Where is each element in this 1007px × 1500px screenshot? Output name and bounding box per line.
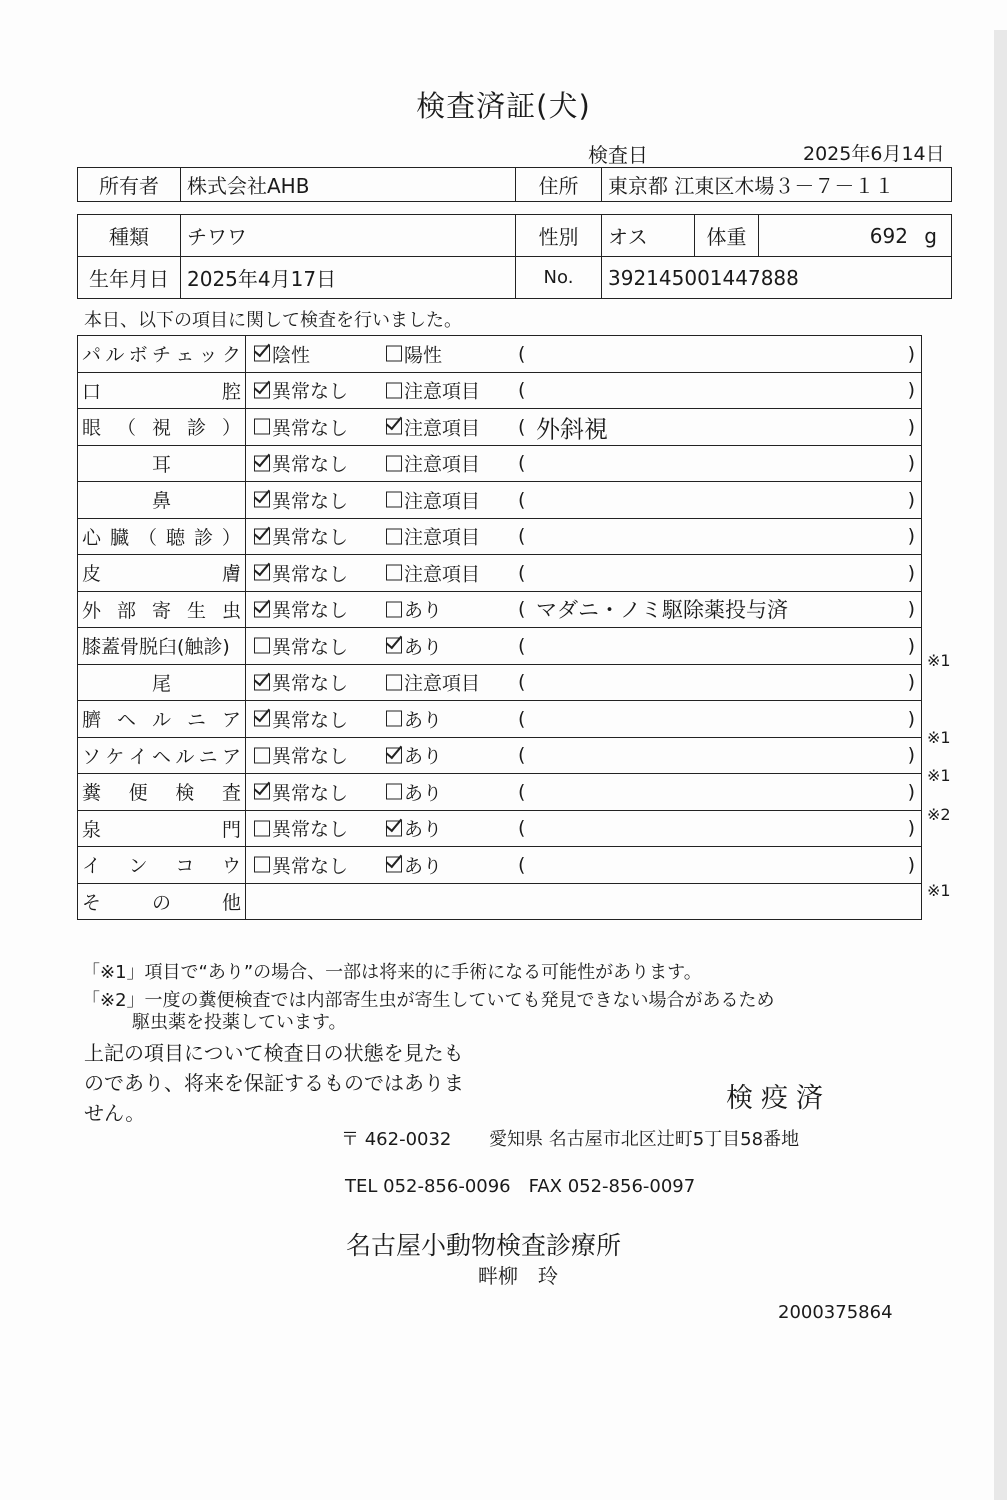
check-item-label: 外 部 寄 生 虫 <box>78 591 246 628</box>
check-row <box>78 664 922 701</box>
checkbox-icon[interactable] <box>386 346 402 362</box>
checked-box-icon[interactable] <box>254 346 270 362</box>
option-label: 異常なし <box>272 563 349 586</box>
check-result <box>246 847 922 884</box>
paren-open: ( <box>518 671 526 694</box>
paren-close: ) <box>907 415 915 438</box>
scan-edge <box>994 30 1007 1500</box>
result-option[interactable] <box>386 450 480 477</box>
option-label: 異常なし <box>272 745 349 768</box>
checkbox-icon[interactable] <box>254 419 270 435</box>
clinic-address: 愛知県 名古屋市北区辻町5丁目58番地 <box>489 1129 800 1150</box>
check-result <box>246 664 922 701</box>
option-label: 異常なし <box>272 818 349 841</box>
checked-box-icon[interactable] <box>386 747 402 763</box>
result-option[interactable] <box>386 778 442 805</box>
check-result <box>246 628 922 665</box>
result-option[interactable] <box>386 851 442 878</box>
result-option[interactable] <box>386 413 480 440</box>
paren-close: ) <box>907 488 915 511</box>
dob-label: 生年月日 <box>78 257 181 299</box>
check-result <box>246 518 922 555</box>
checkbox-icon[interactable] <box>386 492 402 508</box>
checked-box-icon[interactable] <box>254 492 270 508</box>
paren-close: ) <box>907 598 915 621</box>
check-item-label: 臍 ヘ ル ニ ア <box>78 701 246 738</box>
check-item-label: 鼻 <box>78 482 246 519</box>
option-label: 異常なし <box>272 782 349 805</box>
checked-box-icon[interactable] <box>254 784 270 800</box>
clinic-name: 名古屋小動物検査診療所 <box>346 1231 622 1260</box>
result-option[interactable] <box>254 523 348 550</box>
check-result <box>246 774 922 811</box>
owner-table <box>77 167 952 202</box>
result-option[interactable] <box>254 559 348 586</box>
check-item-label: パ ル ボ チ ェ ッ ク <box>78 336 246 373</box>
serial-number: 2000375864 <box>778 1302 893 1323</box>
checkbox-icon[interactable] <box>254 820 270 836</box>
checked-box-icon[interactable] <box>254 382 270 398</box>
paren-open: ( <box>518 744 526 767</box>
check-result <box>246 409 922 446</box>
check-row <box>78 591 922 628</box>
paren-open: ( <box>518 598 526 621</box>
intro-text: 本日、以下の項目に関して検査を行いました。 <box>84 310 462 331</box>
check-row <box>78 847 922 884</box>
result-option[interactable] <box>386 523 480 550</box>
checked-box-icon[interactable] <box>386 638 402 654</box>
footnote-mark: ※1 <box>927 651 951 671</box>
checkbox-icon[interactable] <box>254 638 270 654</box>
weight-cell <box>759 215 952 257</box>
paren-open: ( <box>518 488 526 511</box>
result-option[interactable] <box>254 632 348 659</box>
paren-open: ( <box>518 452 526 475</box>
footnote-1: 「※1」項目で“あり”の場合、一部は将来的に手術になる可能性があります。 <box>82 962 702 983</box>
checkbox-icon[interactable] <box>386 455 402 471</box>
option-label: 異常なし <box>272 855 349 878</box>
paren-open: ( <box>518 379 526 402</box>
paren-close: ) <box>907 744 915 767</box>
check-result <box>246 372 922 409</box>
paren-open: ( <box>518 853 526 876</box>
paren-close: ) <box>907 379 915 402</box>
quarantine-stamp: 検疫済 <box>726 1083 831 1114</box>
result-option[interactable] <box>386 486 480 513</box>
check-result <box>246 445 922 482</box>
paren-open: ( <box>518 780 526 803</box>
paren-close: ) <box>907 452 915 475</box>
checkbox-icon[interactable] <box>386 784 402 800</box>
weight-label: 体重 <box>695 215 759 257</box>
option-label: 異常なし <box>272 490 349 513</box>
disclaimer: 上記の項目について検査日の状態を見たものであり、将来を保証するものではありません。 <box>84 1041 464 1125</box>
remark-note: マダニ・ノミ駆除薬投与済 <box>536 598 788 623</box>
breed-value: チワワ <box>181 215 516 257</box>
option-label: 陰性 <box>272 344 311 367</box>
option-label: 注意項目 <box>404 526 481 549</box>
option-label: 注意項目 <box>404 417 481 440</box>
check-result <box>246 701 922 738</box>
paren-close: ) <box>907 817 915 840</box>
option-label: 異常なし <box>272 453 349 476</box>
weight-value: 692 <box>869 223 908 248</box>
option-label: 異常なし <box>272 672 349 695</box>
owner-value: 株式会社AHB <box>181 168 516 202</box>
check-table <box>77 335 922 920</box>
paren-open: ( <box>518 561 526 584</box>
breed-label: 種類 <box>78 215 181 257</box>
option-label: 注意項目 <box>404 672 481 695</box>
footnote-mark: ※1 <box>927 728 951 747</box>
no-label: No. <box>516 257 602 299</box>
checked-box-icon[interactable] <box>254 565 270 581</box>
option-label: あり <box>404 636 443 659</box>
sex-label: 性別 <box>516 215 602 257</box>
paren-close: ) <box>907 707 915 730</box>
check-row <box>78 883 922 920</box>
check-row <box>78 774 922 811</box>
result-option[interactable] <box>254 377 348 404</box>
check-item-label: 泉 門 <box>78 810 246 847</box>
result-option[interactable] <box>254 413 348 440</box>
check-row <box>78 810 922 847</box>
sex-value: オス <box>602 215 695 257</box>
check-row <box>78 737 922 774</box>
check-result <box>246 555 922 592</box>
check-result <box>246 336 922 373</box>
paren-open: ( <box>518 817 526 840</box>
result-option[interactable] <box>254 778 348 805</box>
result-option[interactable] <box>254 596 348 623</box>
check-row <box>78 701 922 738</box>
paren-close: ) <box>907 780 915 803</box>
result-option[interactable] <box>386 705 442 732</box>
check-row <box>78 555 922 592</box>
footnote-mark: ※2 <box>927 804 951 824</box>
check-item-label: 心 臓 （ 聴 診 ） <box>78 518 246 555</box>
check-item-label: 尾 <box>78 664 246 701</box>
result-option[interactable] <box>386 340 442 367</box>
result-option[interactable] <box>254 815 348 842</box>
result-option[interactable] <box>386 559 480 586</box>
checked-box-icon[interactable] <box>254 528 270 544</box>
result-option[interactable] <box>254 705 348 732</box>
no-value: 392145001447888 <box>602 257 952 299</box>
check-item-label: ソ ケ イ ヘ ル ニ ア <box>78 737 246 774</box>
paren-open: ( <box>518 342 526 365</box>
check-row <box>78 628 922 665</box>
veterinarian-name: 畔柳 玲 <box>478 1264 558 1288</box>
result-option[interactable] <box>386 596 442 623</box>
result-option[interactable] <box>254 669 348 696</box>
paren-open: ( <box>518 634 526 657</box>
result-option[interactable] <box>254 450 348 477</box>
checked-box-icon[interactable] <box>254 711 270 727</box>
checked-box-icon[interactable] <box>254 674 270 690</box>
option-label: 異常なし <box>272 526 349 549</box>
result-option[interactable] <box>254 340 310 367</box>
footnote-mark: ※1 <box>927 766 951 786</box>
result-option[interactable] <box>386 669 480 696</box>
paren-close: ) <box>907 342 915 365</box>
check-item-label: 耳 <box>78 445 246 482</box>
remark-note: 外斜視 <box>536 415 608 444</box>
paren-open: ( <box>518 415 526 438</box>
option-label: 注意項目 <box>404 490 481 513</box>
owner-label: 所有者 <box>78 168 181 202</box>
result-option[interactable] <box>386 632 442 659</box>
footnote-mark: ※1 <box>927 881 951 901</box>
check-item-label: 口 腔 <box>78 372 246 409</box>
result-option[interactable] <box>254 742 348 769</box>
option-label: あり <box>404 782 443 805</box>
option-label: 異常なし <box>272 709 349 732</box>
option-label: あり <box>404 599 443 622</box>
address-label: 住所 <box>516 168 602 202</box>
check-row <box>78 409 922 446</box>
checked-box-icon[interactable] <box>254 455 270 471</box>
result-option[interactable] <box>386 377 480 404</box>
footnote-2-line-1: 「※2」一度の糞便検査では内部寄生虫が寄生していても発見できない場合があるため <box>82 990 775 1011</box>
check-result <box>246 737 922 774</box>
option-label: 異常なし <box>272 380 349 403</box>
result-option[interactable] <box>386 742 442 769</box>
checked-box-icon[interactable] <box>386 820 402 836</box>
paren-close: ) <box>907 634 915 657</box>
check-item-label: そ の 他 <box>78 883 246 920</box>
paren-close: ) <box>907 561 915 584</box>
check-result <box>246 810 922 847</box>
animal-table <box>77 214 952 299</box>
checked-box-icon[interactable] <box>254 601 270 617</box>
footnote-2-line-2: 駆虫薬を投薬しています。 <box>132 1012 347 1033</box>
option-label: 注意項目 <box>404 380 481 403</box>
checked-box-icon[interactable] <box>386 857 402 873</box>
checkbox-icon[interactable] <box>254 857 270 873</box>
check-item-label: 皮 膚 <box>78 555 246 592</box>
checkbox-icon[interactable] <box>386 711 402 727</box>
result-option[interactable] <box>254 486 348 513</box>
check-result <box>246 591 922 628</box>
checked-box-icon[interactable] <box>386 419 402 435</box>
check-item-label: 膝蓋骨脱臼(触診) <box>78 628 246 665</box>
option-label: 注意項目 <box>404 453 481 476</box>
weight-unit: g <box>924 223 937 248</box>
option-label: あり <box>404 855 443 878</box>
page-title: 検査済証(犬) <box>416 89 591 123</box>
check-result <box>246 883 922 920</box>
paren-close: ) <box>907 671 915 694</box>
option-label: あり <box>404 745 443 768</box>
exam-date-value: 2025年6月14日 <box>803 143 945 165</box>
checkbox-icon[interactable] <box>386 565 402 581</box>
paren-open: ( <box>518 707 526 730</box>
option-label: 異常なし <box>272 417 349 440</box>
check-item-label: 糞 便 検 査 <box>78 774 246 811</box>
checkbox-icon[interactable] <box>386 601 402 617</box>
checkbox-icon[interactable] <box>254 747 270 763</box>
result-option[interactable] <box>254 851 348 878</box>
check-result <box>246 482 922 519</box>
phone-fax: TEL 052-856-0096 FAX 052-856-0097 <box>345 1176 696 1197</box>
exam-date-label: 検査日 <box>588 143 648 167</box>
option-label: 異常なし <box>272 599 349 622</box>
option-label: 異常なし <box>272 636 349 659</box>
check-row <box>78 482 922 519</box>
check-row <box>78 445 922 482</box>
postal-code: 〒 462-0032 <box>341 1129 452 1150</box>
check-row <box>78 518 922 555</box>
check-item-label: イ ン コ ウ <box>78 847 246 884</box>
address-value: 東京都 江東区木場３－７－１１ <box>602 168 952 202</box>
check-item-label: 眼 （ 視 診 ） <box>78 409 246 446</box>
paren-close: ) <box>907 525 915 548</box>
result-option[interactable] <box>386 815 442 842</box>
dob-value: 2025年4月17日 <box>181 257 516 299</box>
checkbox-icon[interactable] <box>386 674 402 690</box>
paren-open: ( <box>518 525 526 548</box>
option-label: 陽性 <box>404 344 443 367</box>
option-label: あり <box>404 818 443 841</box>
option-label: あり <box>404 709 443 732</box>
checkbox-icon[interactable] <box>386 528 402 544</box>
paren-close: ) <box>907 853 915 876</box>
check-row <box>78 372 922 409</box>
check-row <box>78 336 922 373</box>
checkbox-icon[interactable] <box>386 382 402 398</box>
option-label: 注意項目 <box>404 563 481 586</box>
